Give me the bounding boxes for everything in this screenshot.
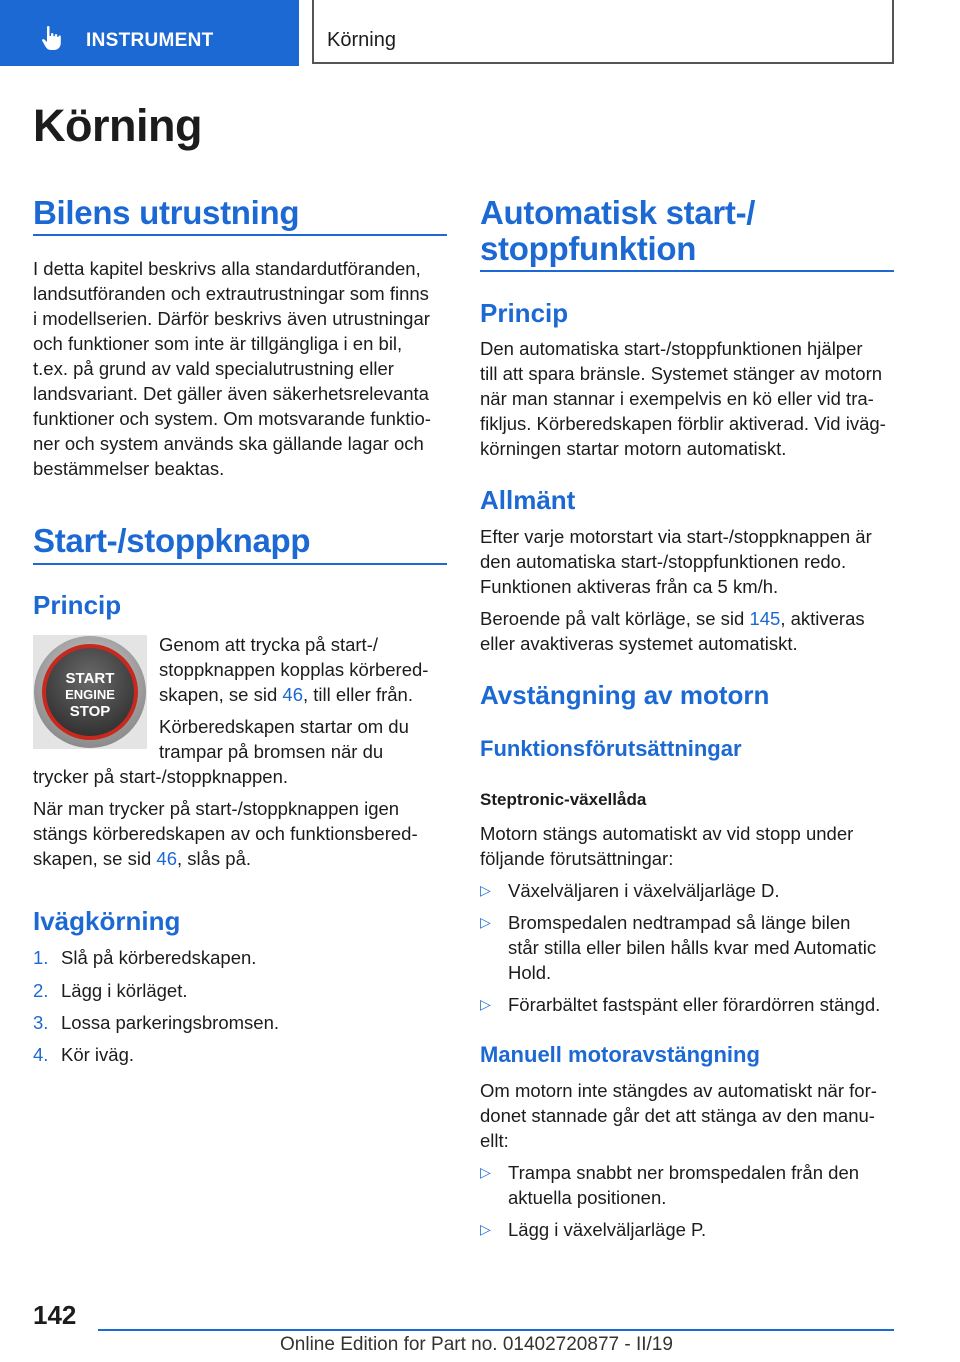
heading-allmant: Allmänt: [480, 485, 576, 515]
bullet-text-cont: aktuella positionen.: [508, 1187, 667, 1208]
heading-start-stoppknapp: Start-/stoppknapp: [33, 522, 311, 559]
list-item: [33, 945, 256, 970]
start-button-graphic: [33, 635, 147, 749]
list-item: [33, 1042, 134, 1067]
triangle-bullet-icon: ▷: [480, 1164, 491, 1180]
heading-manuell: Manuell motoravstängning: [480, 1042, 760, 1067]
text-line: fikljus. Körberedskapen förblir aktiverad. Vid iväg-: [480, 413, 886, 434]
text-line: donet stannade går det att stänga av den manu-: [480, 1105, 875, 1126]
step-number: 4.: [33, 1044, 49, 1065]
text-line: Efter varje motorstart via start-/stoppknappen är: [480, 526, 872, 547]
button-text-engine: ENGINE: [65, 687, 115, 702]
step-number: 2.: [33, 980, 49, 1001]
bullet-text: Bromspedalen nedtrampad så länge bilen: [508, 912, 851, 933]
text-line: körningen startar motorn automatiskt.: [480, 438, 787, 459]
text-span: skapen, se sid: [159, 684, 283, 705]
list-item: [33, 978, 188, 1003]
heading-princip-right: Princip: [480, 298, 569, 328]
text-line: [480, 606, 865, 631]
chapter-tab[interactable]: [0, 0, 299, 66]
heading-rule: [33, 234, 447, 236]
text-line: ner och system används ska gällande lagar och: [33, 433, 424, 454]
bullet-text: Växelväljaren i växelväljarläge D.: [508, 880, 780, 901]
text-line: trycker på start-/stoppknappen.: [33, 766, 289, 787]
triangle-bullet-icon: ▷: [480, 914, 491, 930]
text-line: Den automatiska start-/stoppfunktionen hjälper: [480, 338, 863, 359]
list-item: [480, 878, 779, 903]
text-line: stoppknappen kopplas körbered-: [159, 659, 429, 680]
list-item: [480, 910, 850, 935]
bullet-text-cont: står stilla eller bilen hålls kvar med Automatic: [508, 937, 877, 958]
text-line: Körberedskapen startar om du: [159, 716, 409, 737]
page-title: Körning: [33, 100, 202, 151]
text-line: och funktioner som inte är tillgängliga i en bil,: [33, 333, 403, 354]
step-text: Slå på körberedskapen.: [61, 947, 257, 968]
text-line: till att spara bränsle. Systemet stänger av motorn: [480, 363, 883, 384]
step-text: Kör iväg.: [61, 1044, 135, 1065]
step-number: 3.: [33, 1012, 49, 1033]
hand-pointer-icon: [38, 24, 66, 52]
list-item: [480, 992, 880, 1017]
heading-steptronic: Steptronic-växellåda: [480, 790, 647, 809]
text-span: , till eller från.: [302, 684, 413, 705]
list-item: [480, 1160, 859, 1185]
section-header: [312, 0, 894, 64]
text-span: , aktiveras: [780, 608, 865, 629]
heading-princip-left: Princip: [33, 590, 122, 620]
text-span: skapen, se sid: [33, 848, 157, 869]
text-line: landsutföranden och extrautrustningar som finns: [33, 283, 429, 304]
triangle-bullet-icon: ▷: [480, 996, 491, 1012]
text-line: Om motorn inte stängdes av automatiskt när for-: [480, 1080, 877, 1101]
step-text: Lägg i körläget.: [61, 980, 188, 1001]
footer-rule: [98, 1329, 894, 1331]
text-line: stängs körberedskapen av och funktionsbered-: [33, 823, 418, 844]
text-line: Motorn stängs automatiskt av vid stopp under: [480, 823, 854, 844]
heading-funktionsforutsattningar: Funktionsförutsättningar: [480, 736, 742, 761]
text-line: den automatiska start-/stoppfunktionen redo.: [480, 551, 847, 572]
text-span: , slås på.: [176, 848, 252, 869]
step-text: Lossa parkeringsbromsen.: [61, 1012, 279, 1033]
text-line: Funktionen aktiveras från ca 5 km/h.: [480, 576, 779, 597]
bullet-text: Förarbältet fastspänt eller förardörren stängd.: [508, 994, 881, 1015]
triangle-bullet-icon: ▷: [480, 882, 491, 898]
heading-rule: [33, 563, 447, 565]
text-line: bestämmelser beaktas.: [33, 458, 225, 479]
text-line: i modellserien. Därför beskrivs även utrustningar: [33, 308, 430, 329]
text-line: [33, 846, 251, 871]
text-line: I detta kapitel beskrivs alla standardutföranden,: [33, 258, 421, 279]
text-line: när man stannar i exempelvis en kö eller vid tra-: [480, 388, 874, 409]
heading-ivagkorning: Ivägkörning: [33, 906, 181, 936]
list-item: [480, 1217, 706, 1242]
bullet-text: Lägg i växelväljarläge P.: [508, 1219, 707, 1240]
page-link-46[interactable]: 46: [156, 848, 177, 869]
button-text-stop: STOP: [69, 703, 111, 720]
heading-rule: [480, 270, 894, 272]
footer-edition: Online Edition for Part no. 01402720877 - II/19: [280, 1334, 673, 1355]
text-line: landsvariant. Det gäller även säkerhetsrelevanta: [33, 383, 429, 404]
page-link-145[interactable]: 145: [749, 608, 781, 629]
heading-avstangning: Avstängning av motorn: [480, 680, 770, 710]
text-span: Beroende på valt körläge, se sid: [480, 608, 750, 629]
text-line: Genom att trycka på start-/: [159, 634, 378, 655]
page-link-46[interactable]: 46: [282, 684, 303, 705]
text-line: [159, 682, 413, 707]
step-number: 1.: [33, 947, 49, 968]
text-line: funktioner och system. Om motsvarande funktio-: [33, 408, 431, 429]
heading-automatisk-1: Automatisk start-/: [480, 194, 756, 231]
heading-bilens-utrustning: Bilens utrustning: [33, 194, 300, 231]
button-text-start: START: [65, 670, 115, 687]
text-line: eller avaktiveras systemet automatiskt.: [480, 633, 798, 654]
bullet-text-cont: Hold.: [508, 962, 552, 983]
chapter-tab-label: INSTRUMENT: [86, 30, 214, 51]
triangle-bullet-icon: ▷: [480, 1221, 491, 1237]
text-line: När man trycker på start-/stoppknappen igen: [33, 798, 400, 819]
text-line: följande förutsättningar:: [480, 848, 674, 869]
page-number: 142: [33, 1300, 77, 1330]
section-header-label: Körning: [327, 29, 396, 51]
bullet-text: Trampa snabbt ner bromspedalen från den: [508, 1162, 860, 1183]
text-line: t.ex. på grund av vald specialutrustning eller: [33, 358, 394, 379]
list-item: [33, 1010, 279, 1035]
text-line: ellt:: [480, 1130, 509, 1151]
heading-automatisk-2: stoppfunktion: [480, 230, 697, 267]
text-line: trampar på bromsen när du: [159, 741, 384, 762]
start-engine-stop-button-image: [33, 635, 147, 749]
